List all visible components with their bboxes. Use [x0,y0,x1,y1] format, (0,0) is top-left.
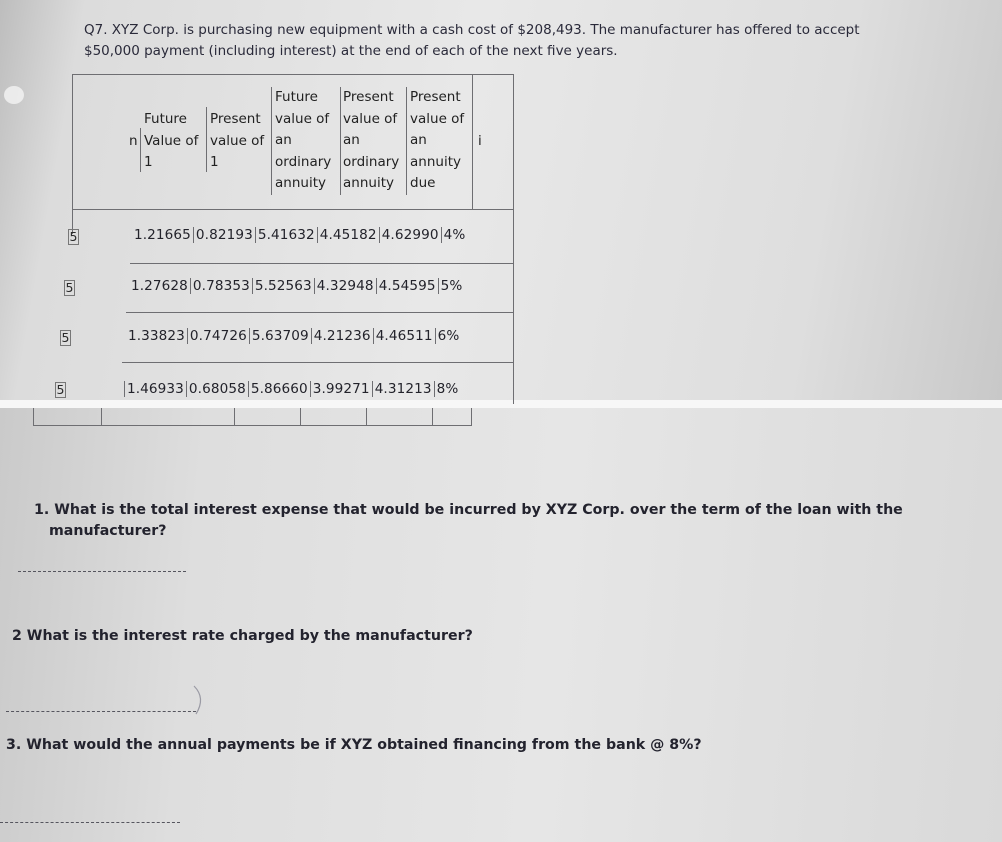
col-sep [432,408,433,426]
answer-line-3[interactable] [0,822,180,823]
col-sep [101,408,102,426]
table-left-border [72,74,73,234]
row-n-cell: 5 [69,229,78,244]
header-pva: Present value of an ordinary annuity [343,89,400,191]
col-sep [234,408,235,426]
col-sep [271,87,272,195]
col-sep [33,408,34,426]
header-pv1: Present value of 1 [210,111,265,170]
question-1: 1. What is the total interest expense that would be incurred by XYZ Corp. over the term of the loan with the manufacturer? [34,502,903,539]
row-rule [122,362,513,363]
header-pvad: Present value of an annuity due [410,89,465,191]
page-gap [0,400,1002,408]
binder-hole [4,86,24,104]
table-right-border [513,74,514,404]
col-sep [406,87,407,195]
problem-line-1: Q7. XYZ Corp. is purchasing new equipment with a cash cost of $208,493. The manufacturer has offered to accept [84,22,860,38]
row-3-values: 1.33823 0.74726 5.63709 4.21236 4.46511 6% [128,328,460,344]
header-fva: Future value of an ordinary annuity [275,89,332,191]
row-n-cell: 5 [65,280,74,295]
table-bottom-rule [33,425,471,426]
row-4-values: 1.46933 0.68058 5.86660 3.99271 4.31213 8% [124,381,458,397]
row-rule [130,263,513,264]
row-2-values: 1.27628 0.78353 5.52563 4.32948 4.54595 5% [131,278,463,294]
header-bottom-rule [72,209,513,210]
row-1-values: 1.21665 0.82193 5.41632 4.45182 4.62990 4% [134,227,466,243]
col-sep [472,74,473,209]
col-sep [471,408,472,426]
answer-line-2[interactable] [6,711,196,712]
header-fv1: Future Value of 1 [144,111,199,170]
table-top-border [72,74,513,75]
question-3: 3. What would the annual payments be if XYZ obtained financing from the bank @ 8%? [6,737,702,753]
header-i: i [478,133,482,149]
row-n-cell: 5 [61,330,70,345]
row-rule [126,312,513,313]
header-n: n [129,133,138,149]
answer-line-1[interactable] [18,571,186,572]
pencil-mark [190,684,210,718]
col-sep [366,408,367,426]
question-2: 2 What is the interest rate charged by the manufacturer? [12,628,473,644]
problem-line-2: $50,000 payment (including interest) at the end of each of the next five years. [84,43,618,59]
problem-statement [84,20,924,62]
col-sep [340,87,341,195]
bottom-page [0,408,1002,842]
row-n-cell: 5 [56,382,65,397]
col-sep [300,408,301,426]
col-sep [140,128,141,172]
col-sep [206,107,207,172]
